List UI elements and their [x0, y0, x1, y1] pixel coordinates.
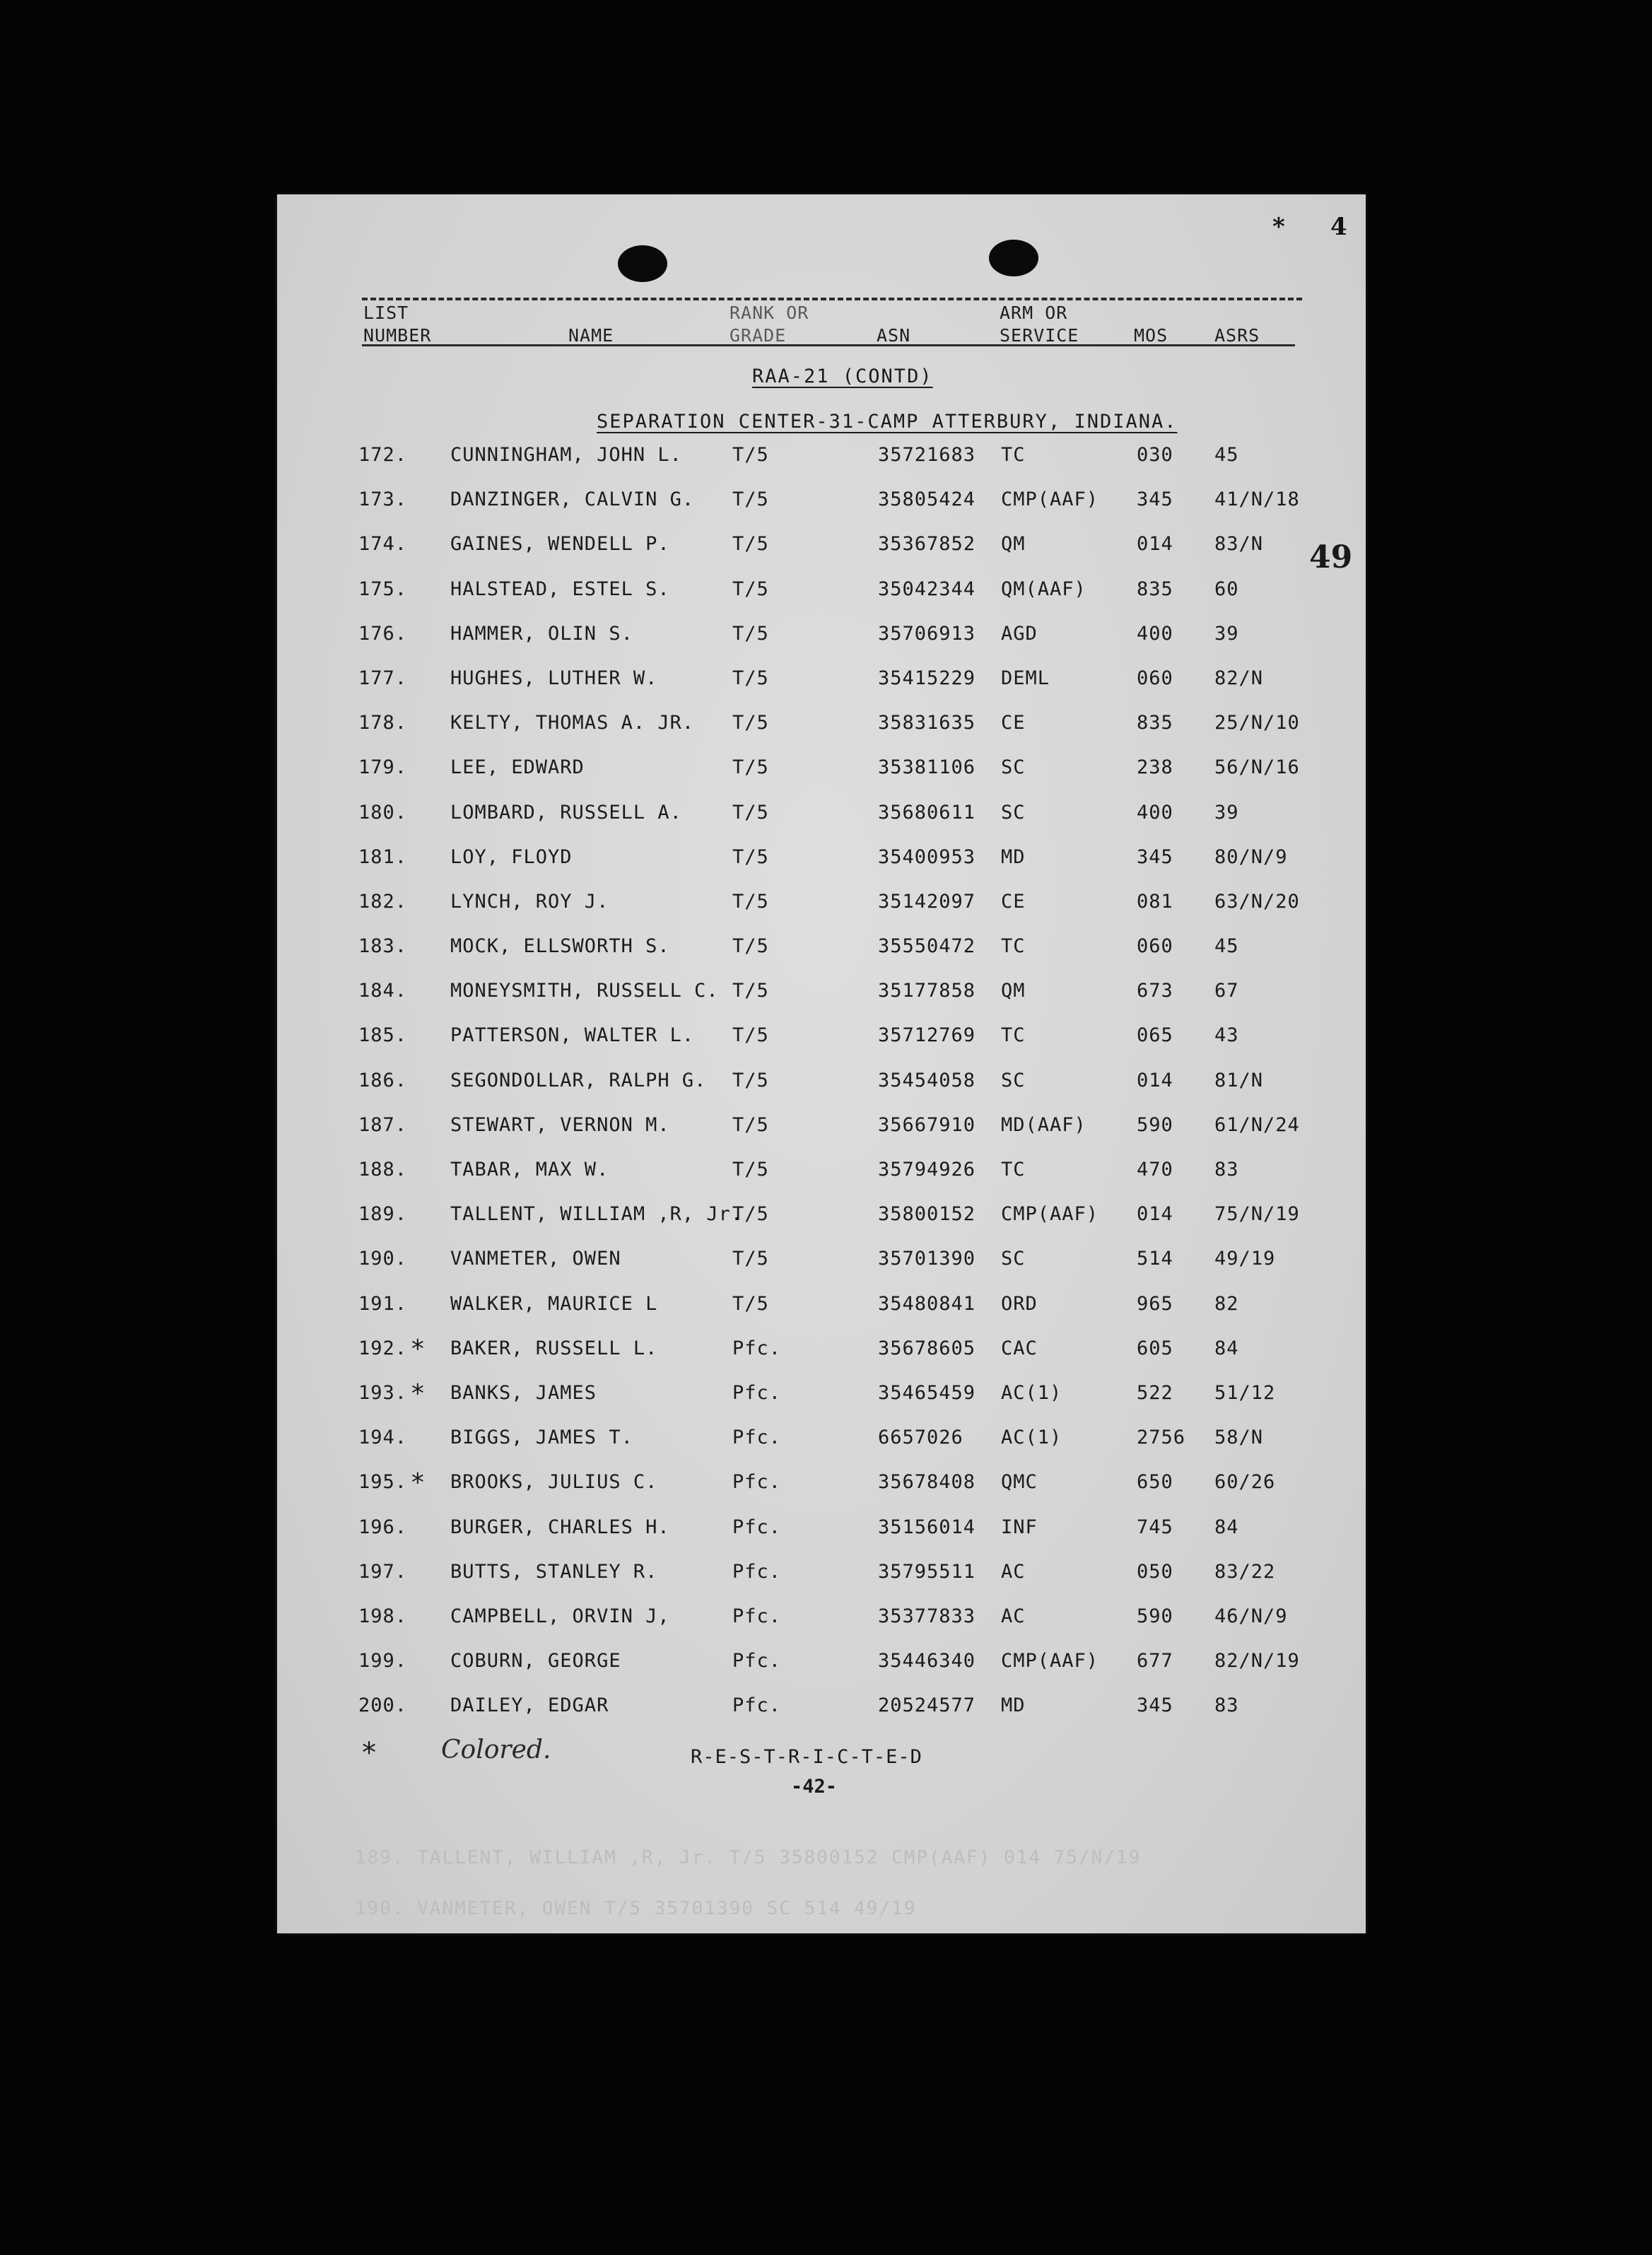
- row-asrs: 56/N/16: [1214, 756, 1300, 779]
- row-asn: 35706913: [878, 622, 976, 645]
- row-asn: 35415229: [878, 667, 976, 689]
- row-mos: 590: [1137, 1113, 1173, 1136]
- row-mos: 014: [1137, 533, 1173, 556]
- row-asrs: 45: [1214, 935, 1239, 958]
- row-rank: Pfc.: [732, 1471, 782, 1494]
- row-arm: CMP(AAF): [1001, 1650, 1099, 1673]
- row-num: 184.: [358, 980, 408, 1002]
- row-asrs: 81/N: [1214, 1069, 1264, 1091]
- row-num: 183.: [358, 935, 408, 958]
- row-arm: CMP(AAF): [1001, 488, 1099, 511]
- header-asrs: ASRS: [1214, 325, 1260, 346]
- row-name: TALLENT, WILLIAM ,R, Jr.: [450, 1203, 744, 1226]
- row-arm: SC: [1001, 756, 1026, 779]
- table-row: [277, 623, 1366, 667]
- table-row: [277, 488, 1366, 533]
- row-mos: 745: [1137, 1516, 1173, 1538]
- row-arm: TC: [1001, 1159, 1026, 1181]
- row-rank: T/5: [732, 1248, 769, 1270]
- row-asrs: 67: [1214, 980, 1239, 1002]
- header-mos: MOS: [1134, 325, 1168, 346]
- header-arm-service: ARM OR SERVICE: [1000, 303, 1079, 346]
- row-mos: 400: [1137, 622, 1173, 645]
- row-arm: AC(1): [1001, 1427, 1062, 1449]
- row-asn: 35831635: [878, 712, 976, 734]
- row-mos: 835: [1137, 712, 1173, 734]
- row-name: BUTTS, STANLEY R.: [450, 1560, 658, 1583]
- row-name: BANKS, JAMES: [450, 1381, 597, 1404]
- header-asn: ASN: [877, 325, 911, 346]
- row-arm: AC: [1001, 1560, 1026, 1583]
- row-mos: 2756: [1137, 1427, 1186, 1449]
- row-asn: 6657026: [878, 1427, 963, 1449]
- row-arm: ORD: [1001, 1292, 1038, 1315]
- table-row: [277, 712, 1366, 756]
- table-row: [277, 1070, 1366, 1114]
- row-mos: 345: [1137, 845, 1173, 868]
- table-row: [277, 444, 1366, 488]
- row-asrs: 83: [1214, 1159, 1239, 1181]
- row-name: CUNNINGHAM, JOHN L.: [450, 444, 682, 466]
- row-rank: T/5: [732, 845, 769, 868]
- row-asrs: 82: [1214, 1292, 1239, 1315]
- row-asrs: 80/N/9: [1214, 845, 1288, 868]
- row-rank: T/5: [732, 1113, 769, 1136]
- table-row: [277, 1293, 1366, 1337]
- row-asn: 35667910: [878, 1113, 976, 1136]
- row-asn: 35678605: [878, 1337, 976, 1359]
- row-arm: TC: [1001, 444, 1026, 466]
- row-mos: 965: [1137, 1292, 1173, 1315]
- row-arm: QMC: [1001, 1471, 1038, 1494]
- row-name: MOCK, ELLSWORTH S.: [450, 935, 670, 958]
- table-row: [277, 1427, 1366, 1471]
- row-mos: 014: [1137, 1069, 1173, 1091]
- row-num: 176.: [358, 622, 408, 645]
- row-rank: T/5: [732, 667, 769, 689]
- row-name: CAMPBELL, ORVIN J,: [450, 1605, 670, 1627]
- row-asn: 35550472: [878, 935, 976, 958]
- row-arm: SC: [1001, 801, 1026, 824]
- row-num: 186.: [358, 1069, 408, 1091]
- table-row: [277, 1334, 1366, 1382]
- row-asrs: 51/12: [1214, 1381, 1276, 1404]
- row-asrs: 60/26: [1214, 1471, 1276, 1494]
- row-rank: T/5: [732, 801, 769, 824]
- row-rank: T/5: [732, 712, 769, 734]
- row-arm: MD: [1001, 845, 1026, 868]
- row-asrs: 41/N/18: [1214, 488, 1300, 511]
- table-row: [277, 533, 1366, 578]
- row-asn: 35800152: [878, 1203, 976, 1226]
- row-mos: 238: [1137, 756, 1173, 779]
- row-num: 174.: [358, 533, 408, 556]
- row-asrs: 83/N: [1214, 533, 1264, 556]
- row-arm: INF: [1001, 1516, 1038, 1538]
- row-mos: 522: [1137, 1381, 1173, 1404]
- row-arm: AC(1): [1001, 1381, 1062, 1404]
- row-asn: 35465459: [878, 1381, 976, 1404]
- table-row: [277, 1203, 1366, 1248]
- table-row: [277, 935, 1366, 980]
- row-rank: T/5: [732, 756, 769, 779]
- row-mos: 050: [1137, 1560, 1173, 1583]
- row-mos: 345: [1137, 488, 1173, 511]
- punch-hole-left: [618, 245, 667, 282]
- row-mos: 400: [1137, 801, 1173, 824]
- header-underline: [362, 344, 1295, 346]
- row-mos: 677: [1137, 1650, 1173, 1673]
- row-num: 191.: [358, 1292, 408, 1315]
- table-row: [277, 980, 1366, 1024]
- row-mos: 065: [1137, 1024, 1173, 1047]
- row-asn: 35721683: [878, 444, 976, 466]
- row-asn: 35701390: [878, 1248, 976, 1270]
- row-asn: 35805424: [878, 488, 976, 511]
- row-rank: T/5: [732, 1292, 769, 1315]
- table-row: [277, 1159, 1366, 1203]
- row-rank: T/5: [732, 533, 769, 556]
- row-num: 196.: [358, 1516, 408, 1538]
- row-arm: TC: [1001, 1024, 1026, 1047]
- row-star: *: [410, 1378, 426, 1408]
- row-arm: CAC: [1001, 1337, 1038, 1359]
- row-asrs: 49/19: [1214, 1248, 1276, 1270]
- row-mos: 650: [1137, 1471, 1173, 1494]
- row-name: BURGER, CHARLES H.: [450, 1516, 670, 1538]
- header-top-rule: [362, 298, 1302, 300]
- row-num: 187.: [358, 1113, 408, 1136]
- row-arm: QM: [1001, 533, 1026, 556]
- row-rank: T/5: [732, 622, 769, 645]
- header-name: NAME: [568, 325, 614, 346]
- row-star: *: [410, 1334, 426, 1364]
- corner-mark: *: [1272, 213, 1285, 241]
- row-name: COBURN, GEORGE: [450, 1650, 621, 1673]
- row-mos: 673: [1137, 980, 1173, 1002]
- row-asrs: 63/N/20: [1214, 890, 1300, 913]
- punch-hole-right: [989, 240, 1038, 276]
- row-mos: 590: [1137, 1605, 1173, 1627]
- row-asrs: 58/N: [1214, 1427, 1264, 1449]
- table-row: [277, 1378, 1366, 1427]
- row-name: WALKER, MAURICE L: [450, 1292, 658, 1315]
- row-asn: 35400953: [878, 845, 976, 868]
- row-num: 190.: [358, 1248, 408, 1270]
- row-star: *: [410, 1468, 426, 1498]
- row-num: 197.: [358, 1560, 408, 1583]
- row-rank: T/5: [732, 1203, 769, 1226]
- table-row: [277, 846, 1366, 891]
- row-mos: 835: [1137, 578, 1173, 600]
- row-asn: 35156014: [878, 1516, 976, 1538]
- table-row: [277, 578, 1366, 623]
- row-asn: 35142097: [878, 890, 976, 913]
- row-rank: T/5: [732, 980, 769, 1002]
- row-asn: 35367852: [878, 533, 976, 556]
- row-asn: 35177858: [878, 980, 976, 1002]
- row-rank: Pfc.: [732, 1694, 782, 1717]
- table-row: [277, 667, 1366, 712]
- row-rank: Pfc.: [732, 1650, 782, 1673]
- row-rank: Pfc.: [732, 1560, 782, 1583]
- row-arm: TC: [1001, 935, 1026, 958]
- row-num: 198.: [358, 1605, 408, 1627]
- row-asrs: 82/N/19: [1214, 1650, 1300, 1673]
- row-name: LYNCH, ROY J.: [450, 890, 609, 913]
- row-rank: Pfc.: [732, 1427, 782, 1449]
- row-num: 192.: [358, 1337, 408, 1359]
- row-asn: 35377833: [878, 1605, 976, 1627]
- corner-mark: 4: [1330, 213, 1347, 241]
- row-num: 172.: [358, 444, 408, 466]
- row-asn: 35680611: [878, 801, 976, 824]
- row-mos: 470: [1137, 1159, 1173, 1181]
- row-name: GAINES, WENDELL P.: [450, 533, 670, 556]
- row-asrs: 75/N/19: [1214, 1203, 1300, 1226]
- row-name: HUGHES, LUTHER W.: [450, 667, 658, 689]
- header-list-number: LIST NUMBER: [363, 303, 432, 346]
- header-rank-grade: RANK OR GRADE: [730, 303, 809, 346]
- row-arm: CE: [1001, 890, 1026, 913]
- row-asrs: 39: [1214, 801, 1239, 824]
- row-arm: CE: [1001, 712, 1026, 734]
- handwritten-note: Colored.: [441, 1735, 551, 1764]
- row-asn: 35794926: [878, 1159, 976, 1181]
- row-mos: 081: [1137, 890, 1173, 913]
- row-name: BIGGS, JAMES T.: [450, 1427, 633, 1449]
- row-name: DANZINGER, CALVIN G.: [450, 488, 695, 511]
- row-mos: 030: [1137, 444, 1173, 466]
- row-asrs: 83/22: [1214, 1560, 1276, 1583]
- row-asrs: 84: [1214, 1516, 1239, 1538]
- table-row: [277, 756, 1366, 801]
- row-arm: MD: [1001, 1694, 1026, 1717]
- document-title: RAA-21 (CONTD): [752, 365, 933, 387]
- row-mos: 014: [1137, 1203, 1173, 1226]
- row-arm: SC: [1001, 1248, 1026, 1270]
- row-rank: Pfc.: [732, 1605, 782, 1627]
- row-rank: T/5: [732, 488, 769, 511]
- row-asn: 35480841: [878, 1292, 976, 1315]
- bleed-through-row: 189. TALLENT, WILLIAM ,R, Jr. T/5 35800152 CMP(AAF) 014 75/N/19: [355, 1847, 1142, 1868]
- row-num: 195.: [358, 1471, 408, 1494]
- row-name: HALSTEAD, ESTEL S.: [450, 578, 670, 600]
- row-num: 175.: [358, 578, 408, 600]
- row-num: 173.: [358, 488, 408, 511]
- row-asrs: 39: [1214, 622, 1239, 645]
- row-mos: 060: [1137, 667, 1173, 689]
- row-arm: QM(AAF): [1001, 578, 1086, 600]
- row-name: HAMMER, OLIN S.: [450, 622, 633, 645]
- row-mos: 514: [1137, 1248, 1173, 1270]
- document-subtitle: SEPARATION CENTER-31-CAMP ATTERBURY, INDIANA.: [597, 411, 1178, 433]
- row-rank: Pfc.: [732, 1381, 782, 1404]
- row-num: 185.: [358, 1024, 408, 1047]
- document-sheet: [277, 194, 1366, 1933]
- table-row: [277, 1561, 1366, 1605]
- table-row: [277, 1248, 1366, 1292]
- row-asn: 35446340: [878, 1650, 976, 1673]
- row-name: DAILEY, EDGAR: [450, 1694, 609, 1717]
- row-name: LEE, EDWARD: [450, 756, 585, 779]
- row-asn: 35042344: [878, 578, 976, 600]
- row-mos: 345: [1137, 1694, 1173, 1717]
- row-name: LOMBARD, RUSSELL A.: [450, 801, 682, 824]
- row-asrs: 84: [1214, 1337, 1239, 1359]
- row-name: SEGONDOLLAR, RALPH G.: [450, 1069, 707, 1091]
- row-rank: T/5: [732, 1024, 769, 1047]
- row-name: BAKER, RUSSELL L.: [450, 1337, 658, 1359]
- row-arm: SC: [1001, 1069, 1026, 1091]
- row-rank: Pfc.: [732, 1516, 782, 1538]
- row-rank: Pfc.: [732, 1337, 782, 1359]
- row-asrs: 25/N/10: [1214, 712, 1300, 734]
- row-arm: QM: [1001, 980, 1026, 1002]
- row-num: 177.: [358, 667, 408, 689]
- row-name: KELTY, THOMAS A. JR.: [450, 712, 695, 734]
- row-num: 178.: [358, 712, 408, 734]
- row-num: 194.: [358, 1427, 408, 1449]
- row-rank: T/5: [732, 890, 769, 913]
- page-number: -42-: [791, 1776, 838, 1798]
- row-rank: T/5: [732, 935, 769, 958]
- row-asrs: 61/N/24: [1214, 1113, 1300, 1136]
- row-name: PATTERSON, WALTER L.: [450, 1024, 695, 1047]
- row-name: STEWART, VERNON M.: [450, 1113, 670, 1136]
- restricted-marking: R-E-S-T-R-I-C-T-E-D: [691, 1746, 922, 1768]
- row-name: MONEYSMITH, RUSSELL C.: [450, 980, 719, 1002]
- table-row: [277, 1468, 1366, 1516]
- row-num: 193.: [358, 1381, 408, 1404]
- row-asn: 35381106: [878, 756, 976, 779]
- row-rank: T/5: [732, 1159, 769, 1181]
- table-row: [277, 802, 1366, 846]
- row-rank: T/5: [732, 578, 769, 600]
- row-name: VANMETER, OWEN: [450, 1248, 621, 1270]
- row-num: 200.: [358, 1694, 408, 1717]
- row-mos: 605: [1137, 1337, 1173, 1359]
- row-num: 188.: [358, 1159, 408, 1181]
- row-num: 199.: [358, 1650, 408, 1673]
- row-asn: 35795511: [878, 1560, 976, 1583]
- row-asrs: 43: [1214, 1024, 1239, 1047]
- row-asrs: 46/N/9: [1214, 1605, 1288, 1627]
- row-asrs: 60: [1214, 578, 1239, 600]
- row-asn: 35454058: [878, 1069, 976, 1091]
- row-asn: 35712769: [878, 1024, 976, 1047]
- table-row: [277, 1024, 1366, 1069]
- table-row: [277, 891, 1366, 935]
- footnote-star: *: [361, 1737, 378, 1769]
- row-num: 180.: [358, 801, 408, 824]
- row-num: 181.: [358, 845, 408, 868]
- row-asrs: 45: [1214, 444, 1239, 466]
- row-num: 182.: [358, 890, 408, 913]
- row-arm: MD(AAF): [1001, 1113, 1086, 1136]
- row-rank: T/5: [732, 1069, 769, 1091]
- row-name: BROOKS, JULIUS C.: [450, 1471, 658, 1494]
- row-asn: 35678408: [878, 1471, 976, 1494]
- page-stamp: 49: [1309, 539, 1353, 575]
- table-row: [277, 1650, 1366, 1694]
- roster-list: [277, 444, 1366, 1739]
- row-name: TABAR, MAX W.: [450, 1159, 609, 1181]
- row-name: LOY, FLOYD: [450, 845, 573, 868]
- table-row: [277, 1114, 1366, 1159]
- row-arm: CMP(AAF): [1001, 1203, 1099, 1226]
- row-asn: 20524577: [878, 1694, 976, 1717]
- table-row: [277, 1516, 1366, 1561]
- row-num: 189.: [358, 1203, 408, 1226]
- row-asrs: 82/N: [1214, 667, 1264, 689]
- row-rank: T/5: [732, 444, 769, 466]
- table-row: [277, 1605, 1366, 1650]
- row-arm: AGD: [1001, 622, 1038, 645]
- row-asrs: 83: [1214, 1694, 1239, 1717]
- row-arm: AC: [1001, 1605, 1026, 1627]
- table-row: [277, 1694, 1366, 1739]
- row-num: 179.: [358, 756, 408, 779]
- row-arm: DEML: [1001, 667, 1050, 689]
- row-mos: 060: [1137, 935, 1173, 958]
- bleed-through-row: 190. VANMETER, OWEN T/5 35701390 SC 514 49/19: [355, 1898, 917, 1919]
